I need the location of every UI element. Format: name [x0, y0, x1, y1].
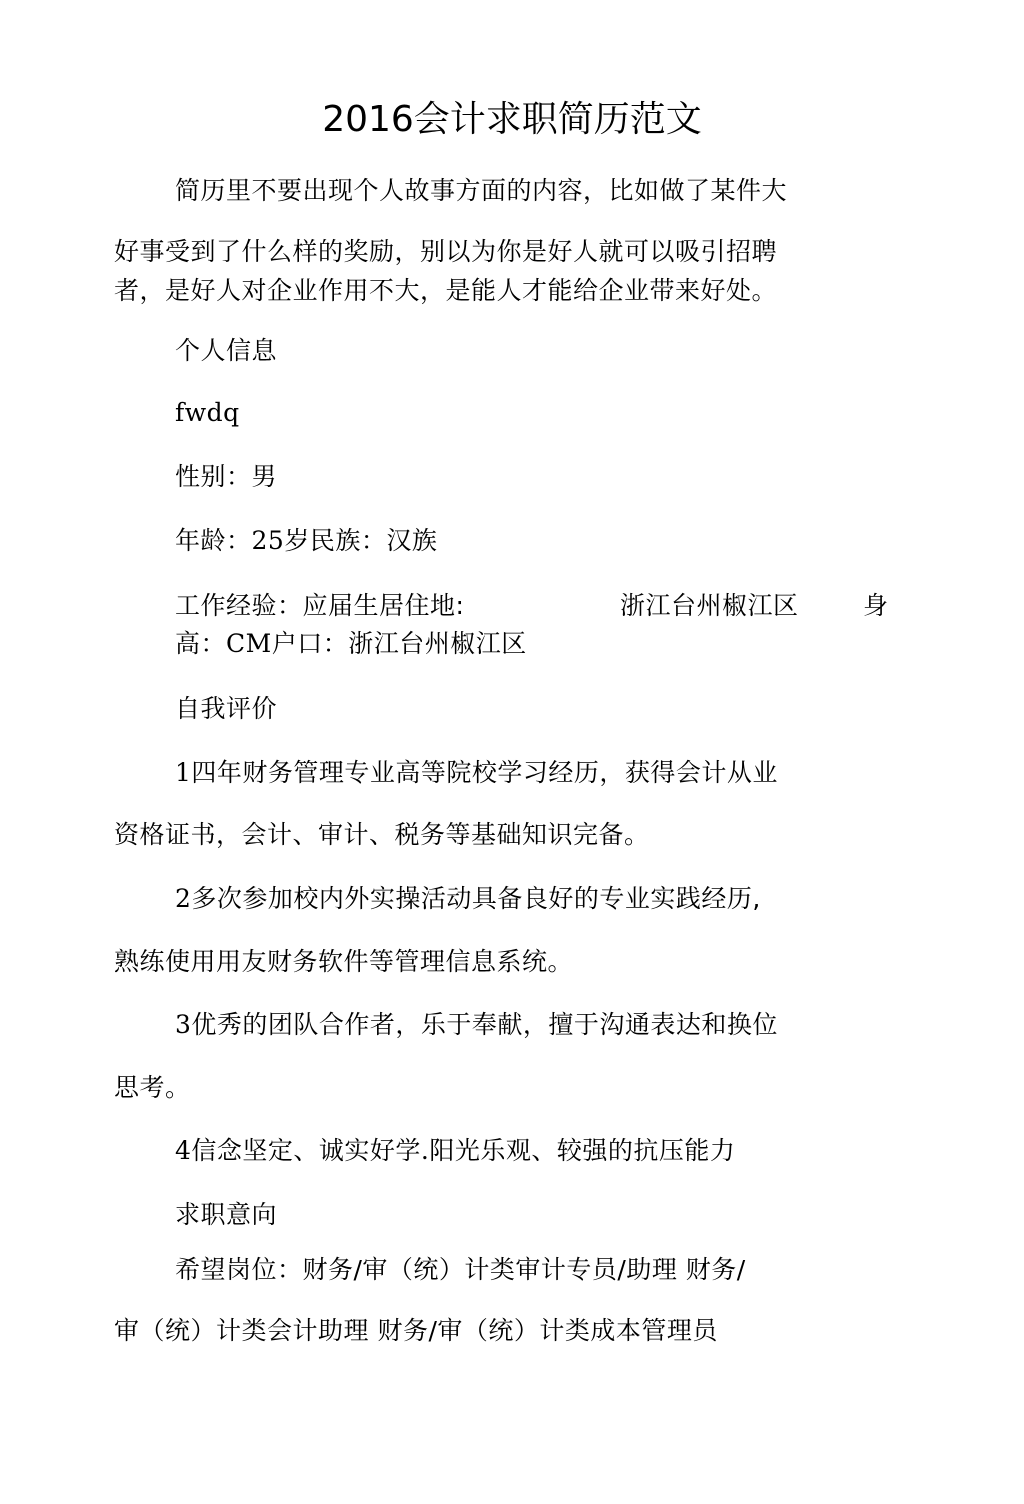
height-hukou-line [175, 629, 527, 659]
job-intention-line-2: 审（统）计类会计助理 财务/审（统）计类成本管理员 [114, 1316, 718, 1345]
self-eval-item-4 [175, 1136, 735, 1166]
residence-value: 浙江台州椒江区 [620, 591, 799, 620]
intro-line-2: 好事受到了什么样的奖励，别以为你是好人就可以吸引招聘 [114, 237, 778, 266]
item-1-number: 1 [175, 758, 192, 787]
personal-info-heading: 个人信息 [175, 336, 278, 365]
self-evaluation-heading: 自我评价 [175, 694, 278, 723]
intro-line-3: 者，是好人对企业作用不大，是能人才能给企业带来好处。 [114, 276, 778, 305]
self-eval-item-2-line-1 [175, 884, 761, 914]
self-eval-item-1-line-2: 资格证书，会计、审计、税务等基础知识完备。 [114, 820, 650, 849]
age-label: 年龄： [175, 526, 252, 555]
age-value: 25 [251, 526, 285, 555]
self-eval-item-1-line-1 [175, 758, 778, 788]
item-4-text-part1: 信念坚定、诚实好学 [191, 1136, 421, 1165]
ethnicity-text: 岁民族：汉族 [284, 526, 438, 555]
item-4-text-part2: 阳光乐观、较强的抗压能力 [429, 1136, 736, 1165]
hukou-text: 户口：浙江台州椒江区 [271, 629, 527, 658]
item-3-text: 优秀的团队合作者，乐于奉献，擅于沟通表达和换位 [191, 1010, 778, 1039]
self-eval-item-3-line-2: 思考。 [114, 1073, 191, 1102]
item-4-dot: . [420, 1136, 430, 1165]
personal-name: fwdq [175, 398, 240, 427]
self-eval-item-3-line-1 [175, 1010, 778, 1040]
intro-line-1: 简历里不要出现个人故事方面的内容，比如做了某件大 [175, 176, 788, 205]
item-2-text: 多次参加校内外实操活动具备良好的专业实践经历, [191, 884, 761, 913]
item-1-text: 四年财务管理专业高等院校学习经历，获得会计从业 [191, 758, 778, 787]
job-intention-heading: 求职意向 [175, 1200, 278, 1229]
item-4-number: 4 [175, 1136, 192, 1165]
self-eval-item-2-line-2: 熟练使用用友财务软件等管理信息系统。 [114, 947, 574, 976]
height-value: CM [226, 629, 272, 658]
height-label-part1: 身 [863, 591, 889, 620]
personal-gender: 性别：男 [175, 462, 278, 491]
item-3-number: 3 [175, 1010, 192, 1039]
item-2-number: 2 [175, 884, 192, 913]
personal-age-ethnicity [175, 526, 437, 556]
document-title: 2016会计求职简历范文 [322, 99, 702, 140]
job-intention-line-1: 希望岗位：财务/审（统）计类审计专员/助理 财务/ [175, 1255, 746, 1284]
height-label-part2: 高： [175, 629, 227, 658]
experience-residence: 工作经验：应届生居住地: [175, 591, 465, 620]
